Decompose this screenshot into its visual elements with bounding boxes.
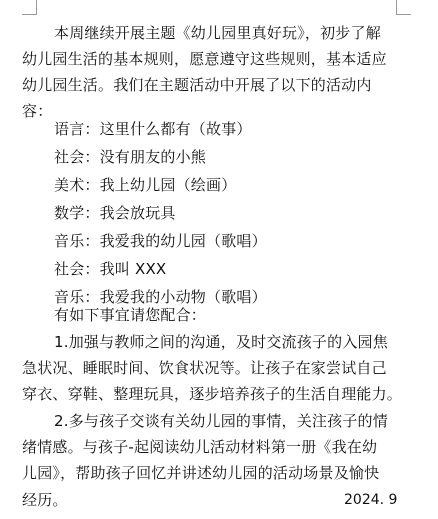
- notes-title: 有如下事宜请您配合：: [54, 306, 207, 324]
- activity-music-2: 音乐：我爱我的小动物（歌唱）: [54, 288, 267, 306]
- activity-social-2: 社会：我叫 XXX: [54, 260, 167, 278]
- document-date: 2024. 9: [344, 492, 398, 508]
- activity-language: 语言：这里什么都有（故事）: [54, 120, 252, 138]
- note1-line-3: 穿衣、穿鞋、整理玩具，逐步培养孩子的生活自理能力。: [22, 385, 403, 403]
- intro-line-4: 容：: [22, 102, 53, 120]
- intro-line-2: 幼儿园生活的基本规则，愿意遵守这些规则，基本适应: [22, 50, 387, 68]
- note1-line-2: 急状况、睡眠时间、饮食状况等。让孩子在家尝试自己: [22, 359, 387, 377]
- crop-mark-top-left: [22, 0, 37, 15]
- activity-social-1: 社会：没有朋友的小熊: [54, 148, 207, 166]
- activity-math: 数学：我会放玩具: [54, 204, 176, 222]
- note2-line-4: 经历。: [22, 491, 68, 509]
- note2-line-3: 儿园》，帮助孩子回忆并讲述幼儿园的活动场景及愉快: [22, 464, 380, 482]
- note2-line-1: 2.多与孩子交谈有关幼儿园的事情，关注孩子的情: [54, 412, 388, 430]
- crop-mark-top-right: [396, 0, 411, 15]
- note1-line-1: 1.加强与教师之间的沟通，及时交流孩子的入园焦: [54, 333, 388, 351]
- note2-line-2: 绪情感。与孩子-起阅读幼儿活动材料第一册《我在幼: [22, 438, 378, 456]
- activity-music-1: 音乐：我爱我的幼儿园（歌唱）: [54, 232, 267, 250]
- intro-line-1: 本周继续开展主题《幼儿园里真好玩》，初步了解: [54, 24, 381, 42]
- activity-art: 美术：我上幼儿园（绘画）: [54, 176, 237, 194]
- intro-line-3: 幼儿园生活。我们在主题活动中开展了以下的活动内: [22, 76, 372, 94]
